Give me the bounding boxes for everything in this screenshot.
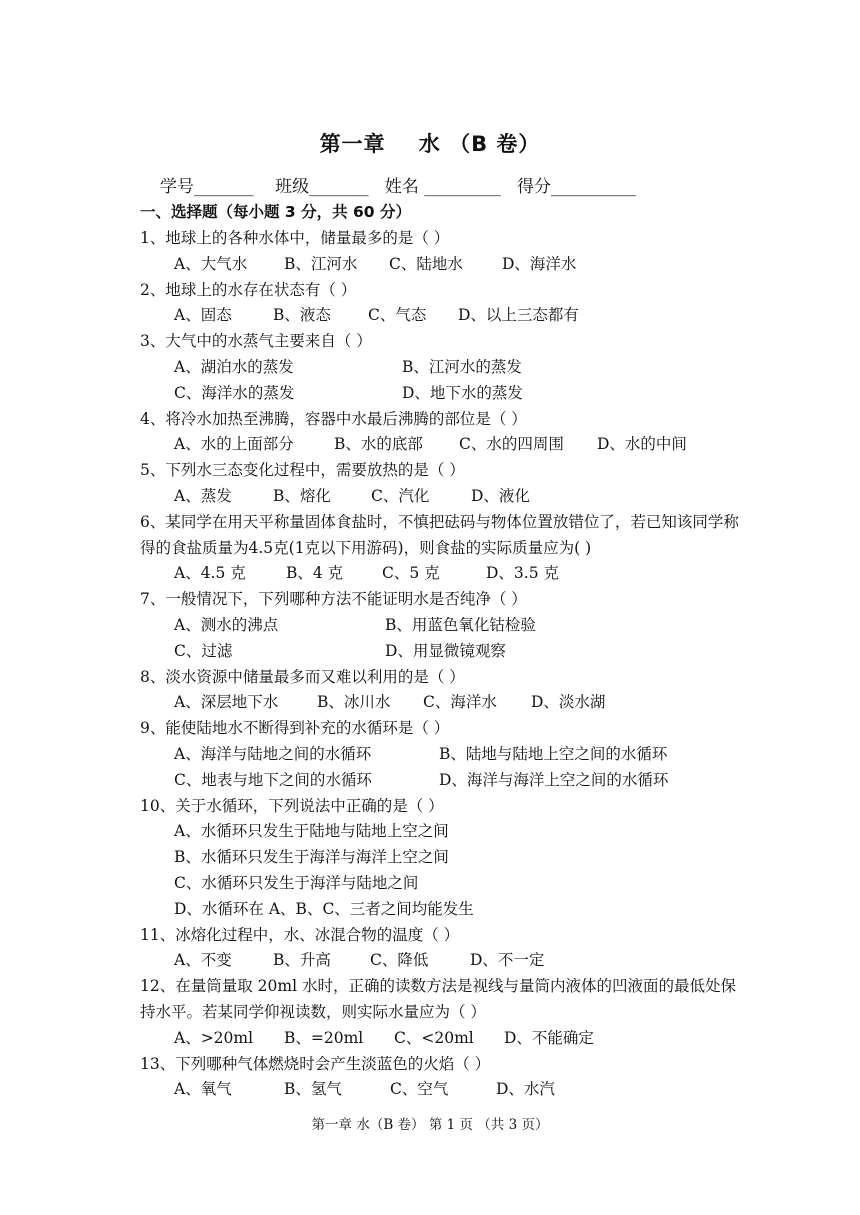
answer-option: A、不变 — [174, 951, 232, 970]
answer-option: D、水的中间 — [597, 435, 687, 454]
option-row — [140, 1077, 750, 1103]
answer-option: C、<20ml — [394, 1028, 474, 1047]
option-row — [140, 1026, 750, 1052]
option-row — [140, 871, 750, 897]
option-row — [140, 613, 750, 639]
answer-option: A、氧气 — [174, 1080, 232, 1099]
answer-option: D、3.5 克 — [486, 564, 560, 583]
option-row — [140, 561, 750, 587]
answer-option: C、气态 — [368, 306, 427, 325]
answer-option: A、水循环只发生于陆地与陆地上空之间 — [174, 822, 449, 841]
answer-option: A、蒸发 — [174, 486, 232, 505]
option-row — [140, 252, 750, 278]
answer-option: C、陆地水 — [389, 254, 463, 273]
question-stem: 12、在量筒量取 20ml 水时，正确的读数方法是视线与量筒内液体的凹液面的最低处保持水平。若某同学仰视读数，则实际水量应为（ ） — [140, 977, 736, 1021]
answer-option: D、淡水湖 — [531, 693, 606, 712]
answer-option: D、地下水的蒸发 — [402, 383, 523, 402]
question-stem: 11、冰熔化过程中，水、冰混合物的温度（ ） — [140, 925, 460, 944]
answer-option: D、液化 — [471, 486, 530, 505]
option-row — [140, 432, 750, 458]
answer-option: A、深层地下水 — [174, 693, 279, 712]
question-stem: 4、将冷水加热至沸腾，容器中水最后沸腾的部位是（ ） — [140, 409, 527, 428]
answer-option: B、熔化 — [273, 486, 331, 505]
question-stem: 1、地球上的各种水体中，储量最多的是（ ） — [140, 229, 450, 247]
option-row — [140, 768, 750, 794]
question-stem: 5、下列水三态变化过程中，需要放热的是（ ） — [140, 461, 465, 480]
option-row — [140, 303, 750, 329]
answer-option: C、过滤 — [174, 641, 233, 660]
question-stem: 10、关于水循环，下列说法中正确的是（ ） — [140, 796, 444, 815]
answer-option: C、空气 — [390, 1080, 449, 1099]
answer-option: C、海洋水的蒸发 — [174, 383, 295, 402]
option-row — [140, 484, 750, 510]
answer-option: D、海洋水 — [502, 254, 577, 273]
answer-option: B、液态 — [273, 306, 331, 325]
answer-option: D、海洋与海洋上空之间的水循环 — [439, 770, 669, 789]
answer-option: B、江河水的蒸发 — [402, 357, 522, 376]
answer-option: B、江河水 — [284, 254, 358, 273]
question-list — [140, 226, 750, 1103]
answer-option: D、用显微镜观察 — [385, 641, 506, 660]
answer-option: A、固态 — [174, 306, 232, 325]
answer-option: C、海洋水 — [423, 693, 497, 712]
option-row — [140, 690, 750, 716]
answer-option: C、水循环只发生于海洋与陆地之间 — [174, 873, 419, 892]
answer-option: B、升高 — [273, 951, 331, 970]
option-row — [140, 819, 750, 845]
option-row — [140, 897, 750, 923]
option-row — [140, 845, 750, 871]
page-title: 第一章 水 （B 卷） — [319, 132, 541, 156]
section-title: 一、选择题（每小题 3 分，共 60 分） — [140, 203, 411, 221]
option-row — [140, 355, 750, 381]
question-stem: 3、大气中的水蒸气主要来自（ ） — [140, 332, 372, 351]
option-row — [140, 639, 750, 665]
answer-option: B、4 克 — [286, 564, 344, 583]
question-stem: 2、地球上的水存在状态有（ ） — [140, 280, 357, 299]
answer-option: B、水循环只发生于海洋与海洋上空之间 — [174, 848, 449, 867]
answer-option: A、湖泊水的蒸发 — [174, 357, 294, 376]
answer-option: A、水的上面部分 — [174, 435, 294, 454]
answer-option: C、降低 — [370, 951, 429, 970]
answer-option: A、测水的沸点 — [174, 615, 279, 634]
question-stem: 9、能使陆地水不断得到补充的水循环是（ ） — [140, 719, 450, 738]
answer-option: D、不能确定 — [504, 1028, 594, 1047]
option-row — [140, 742, 750, 768]
answer-option: D、不一定 — [470, 951, 545, 970]
question-stem: 13、下列哪种气体燃烧时会产生淡蓝色的火焰（ ） — [140, 1054, 491, 1073]
answer-option: B、冰川水 — [317, 693, 391, 712]
answer-option: B、陆地与陆地上空之间的水循环 — [439, 744, 668, 763]
answer-option: B、氢气 — [284, 1080, 342, 1099]
answer-option: B、用蓝色氧化钴检验 — [385, 615, 536, 634]
answer-option: C、地表与地下之间的水循环 — [174, 770, 372, 789]
option-row — [140, 381, 750, 407]
question-stem: 7、一般情况下，下列哪种方法不能证明水是否纯净（ ） — [140, 590, 527, 609]
answer-option: D、水汽 — [496, 1080, 555, 1099]
answer-option: A、>20ml — [174, 1028, 254, 1047]
answer-option: D、水循环在 A、B、C、三者之间均能发生 — [174, 899, 474, 918]
answer-option: B、水的底部 — [334, 435, 423, 454]
answer-option: A、大气水 — [174, 254, 248, 273]
page-footer: 第一章 水（B 卷） 第 1 页 （共 3 页） — [311, 1117, 549, 1133]
answer-option: C、5 克 — [382, 564, 440, 583]
answer-option: C、汽化 — [371, 486, 430, 505]
answer-option: A、海洋与陆地之间的水循环 — [174, 744, 372, 763]
question-stem: 8、淡水资源中储量最多而又难以利用的是（ ） — [140, 667, 465, 686]
answer-option: C、水的四周围 — [459, 435, 564, 454]
answer-option: A、4.5 克 — [174, 564, 246, 583]
student-info-line: 学号_______ 班级_______ 姓名 _________ 得分__________ — [160, 177, 636, 197]
question-stem: 6、某同学在用天平称量固体食盐时，不慎把砝码与物体位置放错位了，若已知该同学称得的食盐质量为4.5克(1克以下用游码)，则食盐的实际质量应为( ) — [140, 512, 739, 557]
option-row — [140, 948, 750, 974]
answer-option: D、以上三态都有 — [458, 306, 579, 325]
answer-option: B、=20ml — [284, 1028, 364, 1047]
